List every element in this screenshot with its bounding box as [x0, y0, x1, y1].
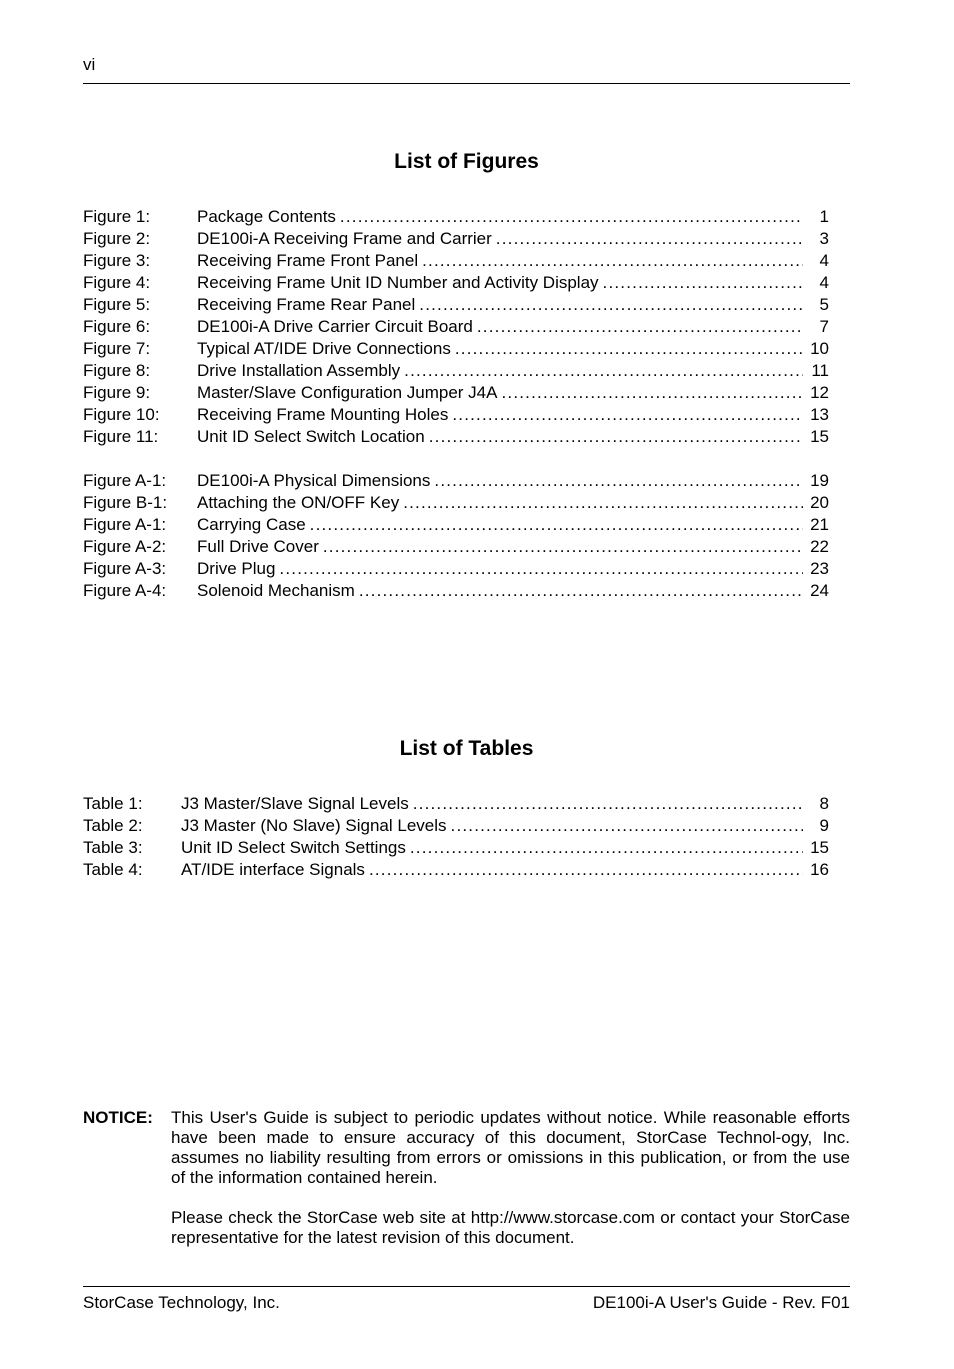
- entry-page-number: 12: [810, 383, 829, 402]
- entry-label: Figure 8:: [83, 361, 151, 380]
- toc-entry: [83, 250, 829, 272]
- dot-leader: [603, 272, 803, 294]
- entry-label: Table 3:: [83, 838, 143, 857]
- entry-title: DE100i-A Receiving Frame and Carrier: [197, 229, 492, 248]
- entry-label: Figure 6:: [83, 317, 151, 336]
- list-of-figures-heading: List of Figures: [394, 150, 539, 173]
- toc-entry: [83, 338, 829, 360]
- dot-leader: [434, 470, 803, 492]
- entry-page-number: 8: [819, 794, 829, 813]
- entry-page-number: 1: [819, 207, 829, 226]
- entry-title: Carrying Case: [197, 515, 306, 534]
- toc-entry: [83, 272, 829, 294]
- footer: [83, 1293, 850, 1313]
- footer-document-title: DE100i-A User's Guide - Rev. F01: [592, 1293, 850, 1312]
- entry-page-number: 9: [819, 816, 829, 835]
- toc-entry: [83, 859, 829, 881]
- dot-leader: [455, 338, 803, 360]
- entry-label: Figure 11:: [83, 427, 159, 446]
- entry-title: Master/Slave Configuration Jumper J4A: [197, 383, 498, 402]
- entry-title: Drive Installation Assembly: [197, 361, 401, 380]
- dot-leader: [429, 426, 803, 448]
- entry-page-number: 10: [810, 339, 829, 358]
- toc-entry: [83, 837, 829, 859]
- entry-label: Figure 9:: [83, 383, 151, 402]
- entry-page-number: 3: [819, 229, 829, 248]
- entry-label: Figure 1:: [83, 207, 151, 226]
- entry-title: J3 Master/Slave Signal Levels: [181, 794, 409, 813]
- toc-entry: [83, 793, 829, 815]
- notice-label: NOTICE:: [83, 1108, 153, 1127]
- list-of-tables: [83, 793, 829, 881]
- footer-company: StorCase Technology, Inc.: [83, 1293, 280, 1312]
- notice-paragraph: Please check the StorCase web site at http://www.storcase.com or contact your StorCase representative for the latest revision of this document.: [171, 1208, 850, 1247]
- toc-entry: [83, 580, 829, 602]
- dot-leader: [501, 382, 803, 404]
- dot-leader: [413, 793, 803, 815]
- entry-page-number: 15: [810, 427, 829, 446]
- toc-entry: [83, 316, 829, 338]
- entry-page-number: 5: [819, 295, 829, 314]
- entry-page-number: 15: [810, 838, 829, 857]
- toc-entry: [83, 558, 829, 580]
- entry-label: Figure A-3:: [83, 559, 167, 578]
- entry-page-number: 7: [819, 317, 829, 336]
- toc-entry: [83, 426, 829, 448]
- entry-title: DE100i-A Physical Dimensions: [197, 471, 431, 490]
- entry-title: Attaching the ON/OFF Key: [197, 493, 400, 512]
- toc-entry: [83, 360, 829, 382]
- dot-leader: [419, 294, 803, 316]
- entry-title: Drive Plug: [197, 559, 276, 578]
- entry-label: Figure A-2:: [83, 537, 167, 556]
- entry-title: Typical AT/IDE Drive Connections: [197, 339, 451, 358]
- entry-label: Figure 10:: [83, 405, 160, 424]
- entry-page-number: 21: [810, 515, 829, 534]
- dot-leader: [451, 815, 803, 837]
- toc-entry: [83, 514, 829, 536]
- toc-entry: [83, 206, 829, 228]
- toc-entry: [83, 492, 829, 514]
- entry-title: Full Drive Cover: [197, 537, 319, 556]
- entry-title: Package Contents: [197, 207, 336, 226]
- entry-page-number: 4: [819, 273, 829, 292]
- list-of-tables-heading: List of Tables: [399, 737, 534, 760]
- entry-label: Figure 7:: [83, 339, 151, 358]
- entry-title: Receiving Frame Front Panel: [197, 251, 419, 270]
- entry-title: Unit ID Select Switch Settings: [181, 838, 406, 857]
- toc-entry: [83, 470, 829, 492]
- toc-entry: [83, 536, 829, 558]
- page-number: vi: [83, 55, 96, 74]
- dot-leader: [340, 206, 803, 228]
- entry-label: Figure B-1:: [83, 493, 168, 512]
- dot-leader: [496, 228, 803, 250]
- entry-label: Figure 2:: [83, 229, 151, 248]
- entry-label: Table 1:: [83, 794, 143, 813]
- entry-page-number: 16: [810, 860, 829, 879]
- entry-title: J3 Master (No Slave) Signal Levels: [181, 816, 447, 835]
- notice-body: [171, 1108, 850, 1248]
- toc-entry: [83, 382, 829, 404]
- toc-entry: [83, 294, 829, 316]
- entry-label: Figure A-1:: [83, 471, 167, 490]
- entry-title: Receiving Frame Unit ID Number and Activity Display: [197, 273, 599, 292]
- entry-label: Table 2:: [83, 816, 143, 835]
- notice-paragraph: This User's Guide is subject to periodic updates without notice. While reasonable efforts have been made to ensure accuracy of this document, StorCase Technol-ogy, Inc. assumes no liability resulting from errors or omissions in this publication, or from the use of the information contained herein.: [171, 1108, 850, 1187]
- entry-page-number: 20: [810, 493, 829, 512]
- entry-page-number: 22: [810, 537, 829, 556]
- entry-title: DE100i-A Drive Carrier Circuit Board: [197, 317, 473, 336]
- footer-rule: [83, 1286, 850, 1287]
- notice: [83, 1108, 850, 1248]
- dot-leader: [403, 492, 803, 514]
- toc-entry: [83, 815, 829, 837]
- entry-page-number: 13: [810, 405, 829, 424]
- dot-leader: [404, 360, 803, 382]
- entry-label: Figure 3:: [83, 251, 151, 270]
- entry-page-number: 19: [810, 471, 829, 490]
- dot-leader: [477, 316, 803, 338]
- dot-leader: [310, 514, 803, 536]
- dot-leader: [369, 859, 803, 881]
- dot-leader: [279, 558, 803, 580]
- entry-label: Figure A-1:: [83, 515, 167, 534]
- entry-title: Unit ID Select Switch Location: [197, 427, 425, 446]
- dot-leader: [323, 536, 803, 558]
- entry-title: Receiving Frame Mounting Holes: [197, 405, 449, 424]
- entry-title: Receiving Frame Rear Panel: [197, 295, 416, 314]
- entry-title: Solenoid Mechanism: [197, 581, 355, 600]
- dot-leader: [359, 580, 803, 602]
- toc-entry: [83, 228, 829, 250]
- entry-label: Table 4:: [83, 860, 143, 879]
- entry-page-number: 23: [810, 559, 829, 578]
- list-of-figures: [83, 206, 829, 602]
- entry-label: Figure 4:: [83, 273, 151, 292]
- entry-label: Figure 5:: [83, 295, 151, 314]
- header-rule: [83, 83, 850, 84]
- entry-title: AT/IDE interface Signals: [181, 860, 365, 879]
- entry-page-number: 4: [819, 251, 829, 270]
- entry-page-number: 24: [810, 581, 829, 600]
- dot-leader: [410, 837, 803, 859]
- entry-page-number: 11: [811, 361, 829, 380]
- entry-label: Figure A-4:: [83, 581, 167, 600]
- toc-entry: [83, 404, 829, 426]
- dot-leader: [422, 250, 803, 272]
- dot-leader: [452, 404, 803, 426]
